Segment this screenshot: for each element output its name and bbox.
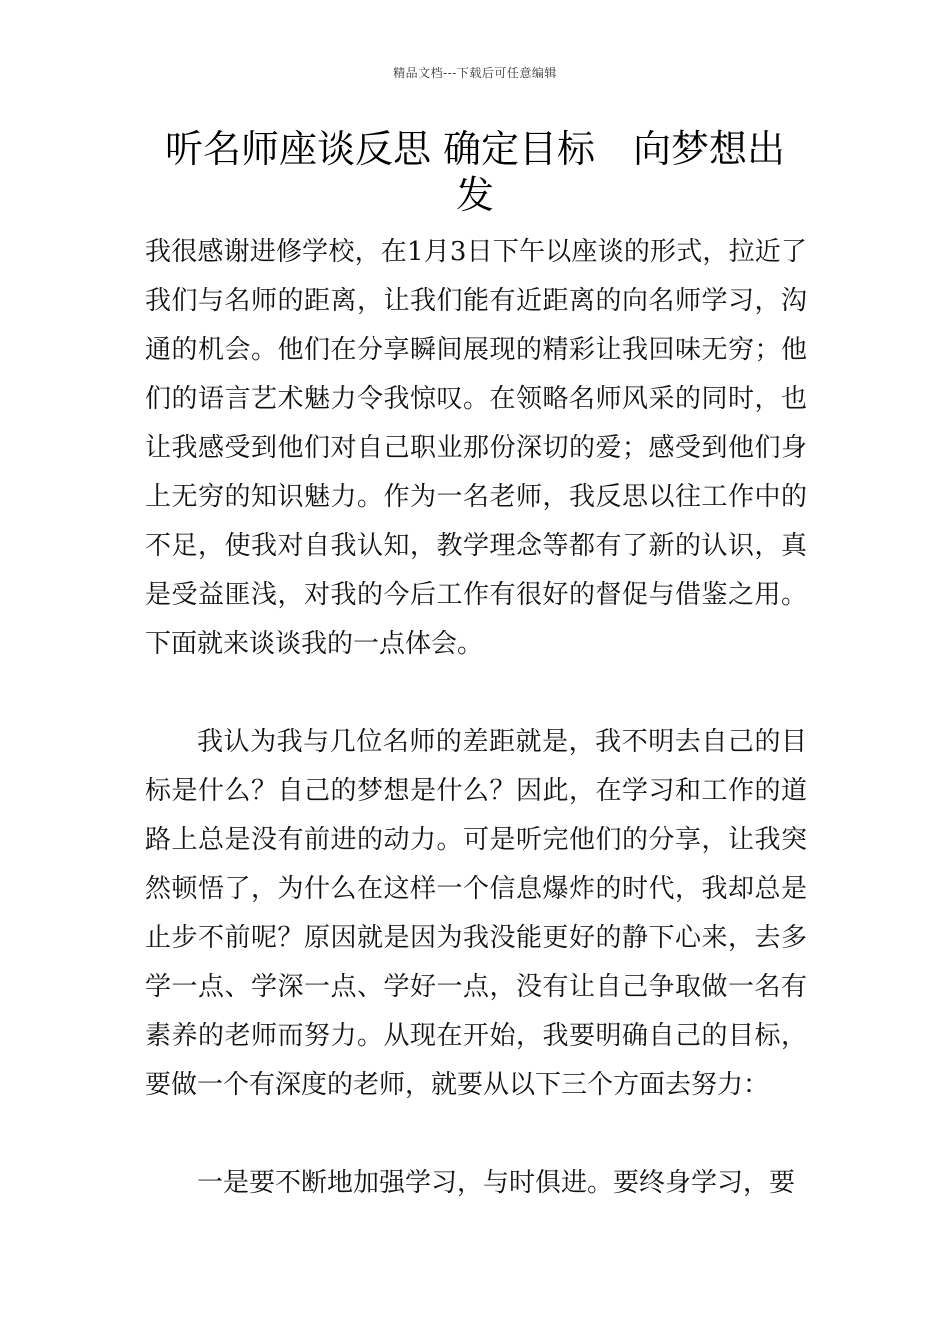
title-line-1: 听名师座谈反思 确定目标 向梦想出 [164,127,786,171]
paragraph-gap [145,669,807,718]
document-title [140,126,810,218]
paragraph-1: 我很感谢进修学校，在1月3日下午以座谈的形式，拉近了我们与名师的距离，让我们能有近距离的向名师学习，沟通的机会。他们在分享瞬间展现的精彩让我回味无穷；他们的语言艺术魅力令我惊叹。在领略名师风采的同时，也让我感受到他们对自己职业那份深切的爱；感受到他们身上无穷的知识魅力。作为一名老师，我反思以往工作中的不足，使我对自我认知，教学理念等都有了新的认识，真是受益匪浅，对我的今后工作有很好的督促与借鉴之用。下面就来谈谈我的一点体会。 [145,237,807,659]
paragraph-3: 一是要不断地加强学习，与时俱进。要终身学习，要 [197,1168,796,1198]
title-line-2: 发 [455,173,494,217]
paragraph-gap [145,1110,807,1159]
document-body [145,228,807,1208]
header-note: 精品文档---下载后可任意编辑 [393,66,557,80]
paragraph-2: 我认为我与几位名师的差距就是，我不明去自己的目标是什么？自己的梦想是什么？因此，在学习和工作的道路上总是没有前进的动力。可是听完他们的分享，让我突然顿悟了，为什么在这样一个信息爆炸的时代，我却总是止步不前呢？原因就是因为我没能更好的静下心来，去多学一点、学深一点、学好一点，没有让自己争取做一名有素养的老师而努力。从现在开始，我要明确自己的目标，要做一个有深度的老师，就要从以下三个方面去努力： [145,727,807,1100]
